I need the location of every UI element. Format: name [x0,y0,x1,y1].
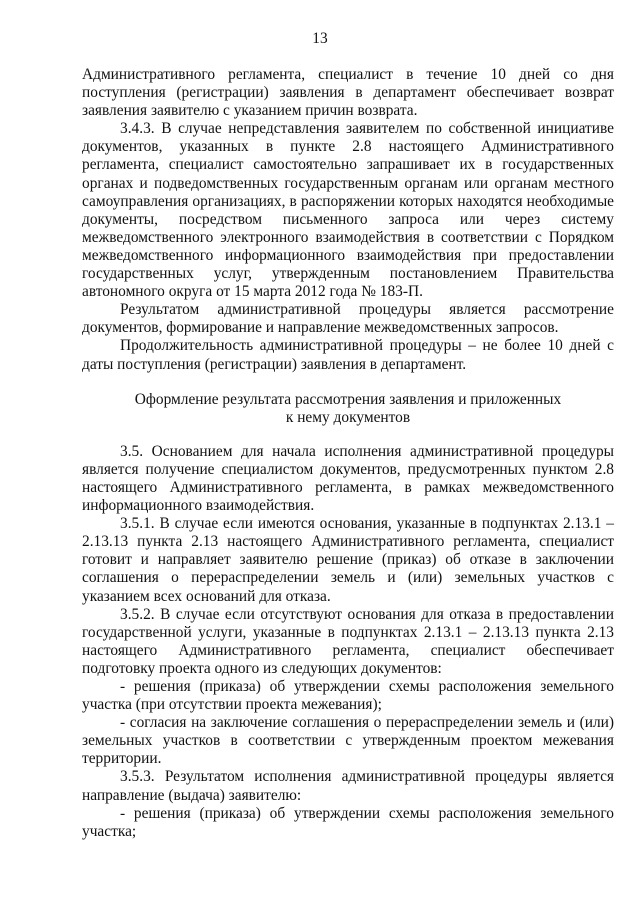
paragraph-3-5-3: 3.5.3. Результатом исполнения административной процедуры является направление (выдача) заявителю: [82,768,614,804]
paragraph-3-5-2: 3.5.2. В случае если отсутствуют основания для отказа в предоставлении государственной услуги, указанные в подпунктах 2.13.1 – 2.13.13 пункта 2.13 настоящего Административного регламента, специалист обеспечивает подготовку проекта одного из следующих документов: [82,605,614,677]
paragraph-3-5: 3.5. Основанием для начала исполнения административной процедуры является получение специалистом документов, предусмотренных пунктом 2.8 настоящего Административного регламента, в рамках межведомственного информационного взаимодействия. [82,442,614,515]
document-body [82,66,614,841]
section-heading-line-2: к нему документов [285,408,411,426]
paragraph-duration: Продолжительность административной процедуры – не более 10 дней с даты поступления (регистрации) заявления в департамент. [82,337,614,373]
list-item-consent-agreement: - согласия на заключение соглашения о перераспределении земель и (или) земельных участков в соответствии с утвержденным проектом межевания территории. [82,714,614,768]
page-number: 13 [312,30,328,47]
list-item-decision-scheme-issued: - решения (приказа) об утверждении схемы расположения земельного участка; [82,804,614,840]
paragraph-continuation: Административного регламента, специалист в течение 10 дней со дня поступления (регистрации) заявления в департамент обеспечивает возврат заявления заявителю с указанием причин возврата. [82,66,614,120]
section-heading-line-1: Оформление результата рассмотрения заявления и приложенных [134,390,562,408]
section-heading [82,391,614,427]
paragraph-result: Результатом административной процедуры является рассмотрение документов, формирование и направление межведомственных запросов. [82,301,614,337]
list-item-decision-scheme: - решения (приказа) об утверждении схемы расположения земельного участка (при отсутствии проекта межевания); [82,678,614,714]
paragraph-3-5-1: 3.5.1. В случае если имеются основания, указанные в подпунктах 2.13.1 – 2.13.13 пункта 2.13 настоящего Административного регламента, специалист готовит и направляет заявителю решение (приказ) об отказе в заключении соглашения о перераспределении земель и (или) земельных участков с указанием всех оснований для отказа. [82,515,614,605]
paragraph-3-4-3: 3.4.3. В случае непредставления заявителем по собственной инициативе документов, указанных в пункте 2.8 настоящего Административного регламента, специалист самостоятельно запрашивает их в государственных органах и подведомственных государственным органам или органам местного самоуправления организациях, в распоряжении которых находятся необходимые документы, посредством письменного запроса или через систему межведомственного электронного взаимодействия в соответствии с Порядком межведомственного информационного взаимодействия при предоставлении государственных услуг, утвержденным постановлением Правительства автономного округа от 15 марта 2012 года № 183-П. [82,120,614,301]
